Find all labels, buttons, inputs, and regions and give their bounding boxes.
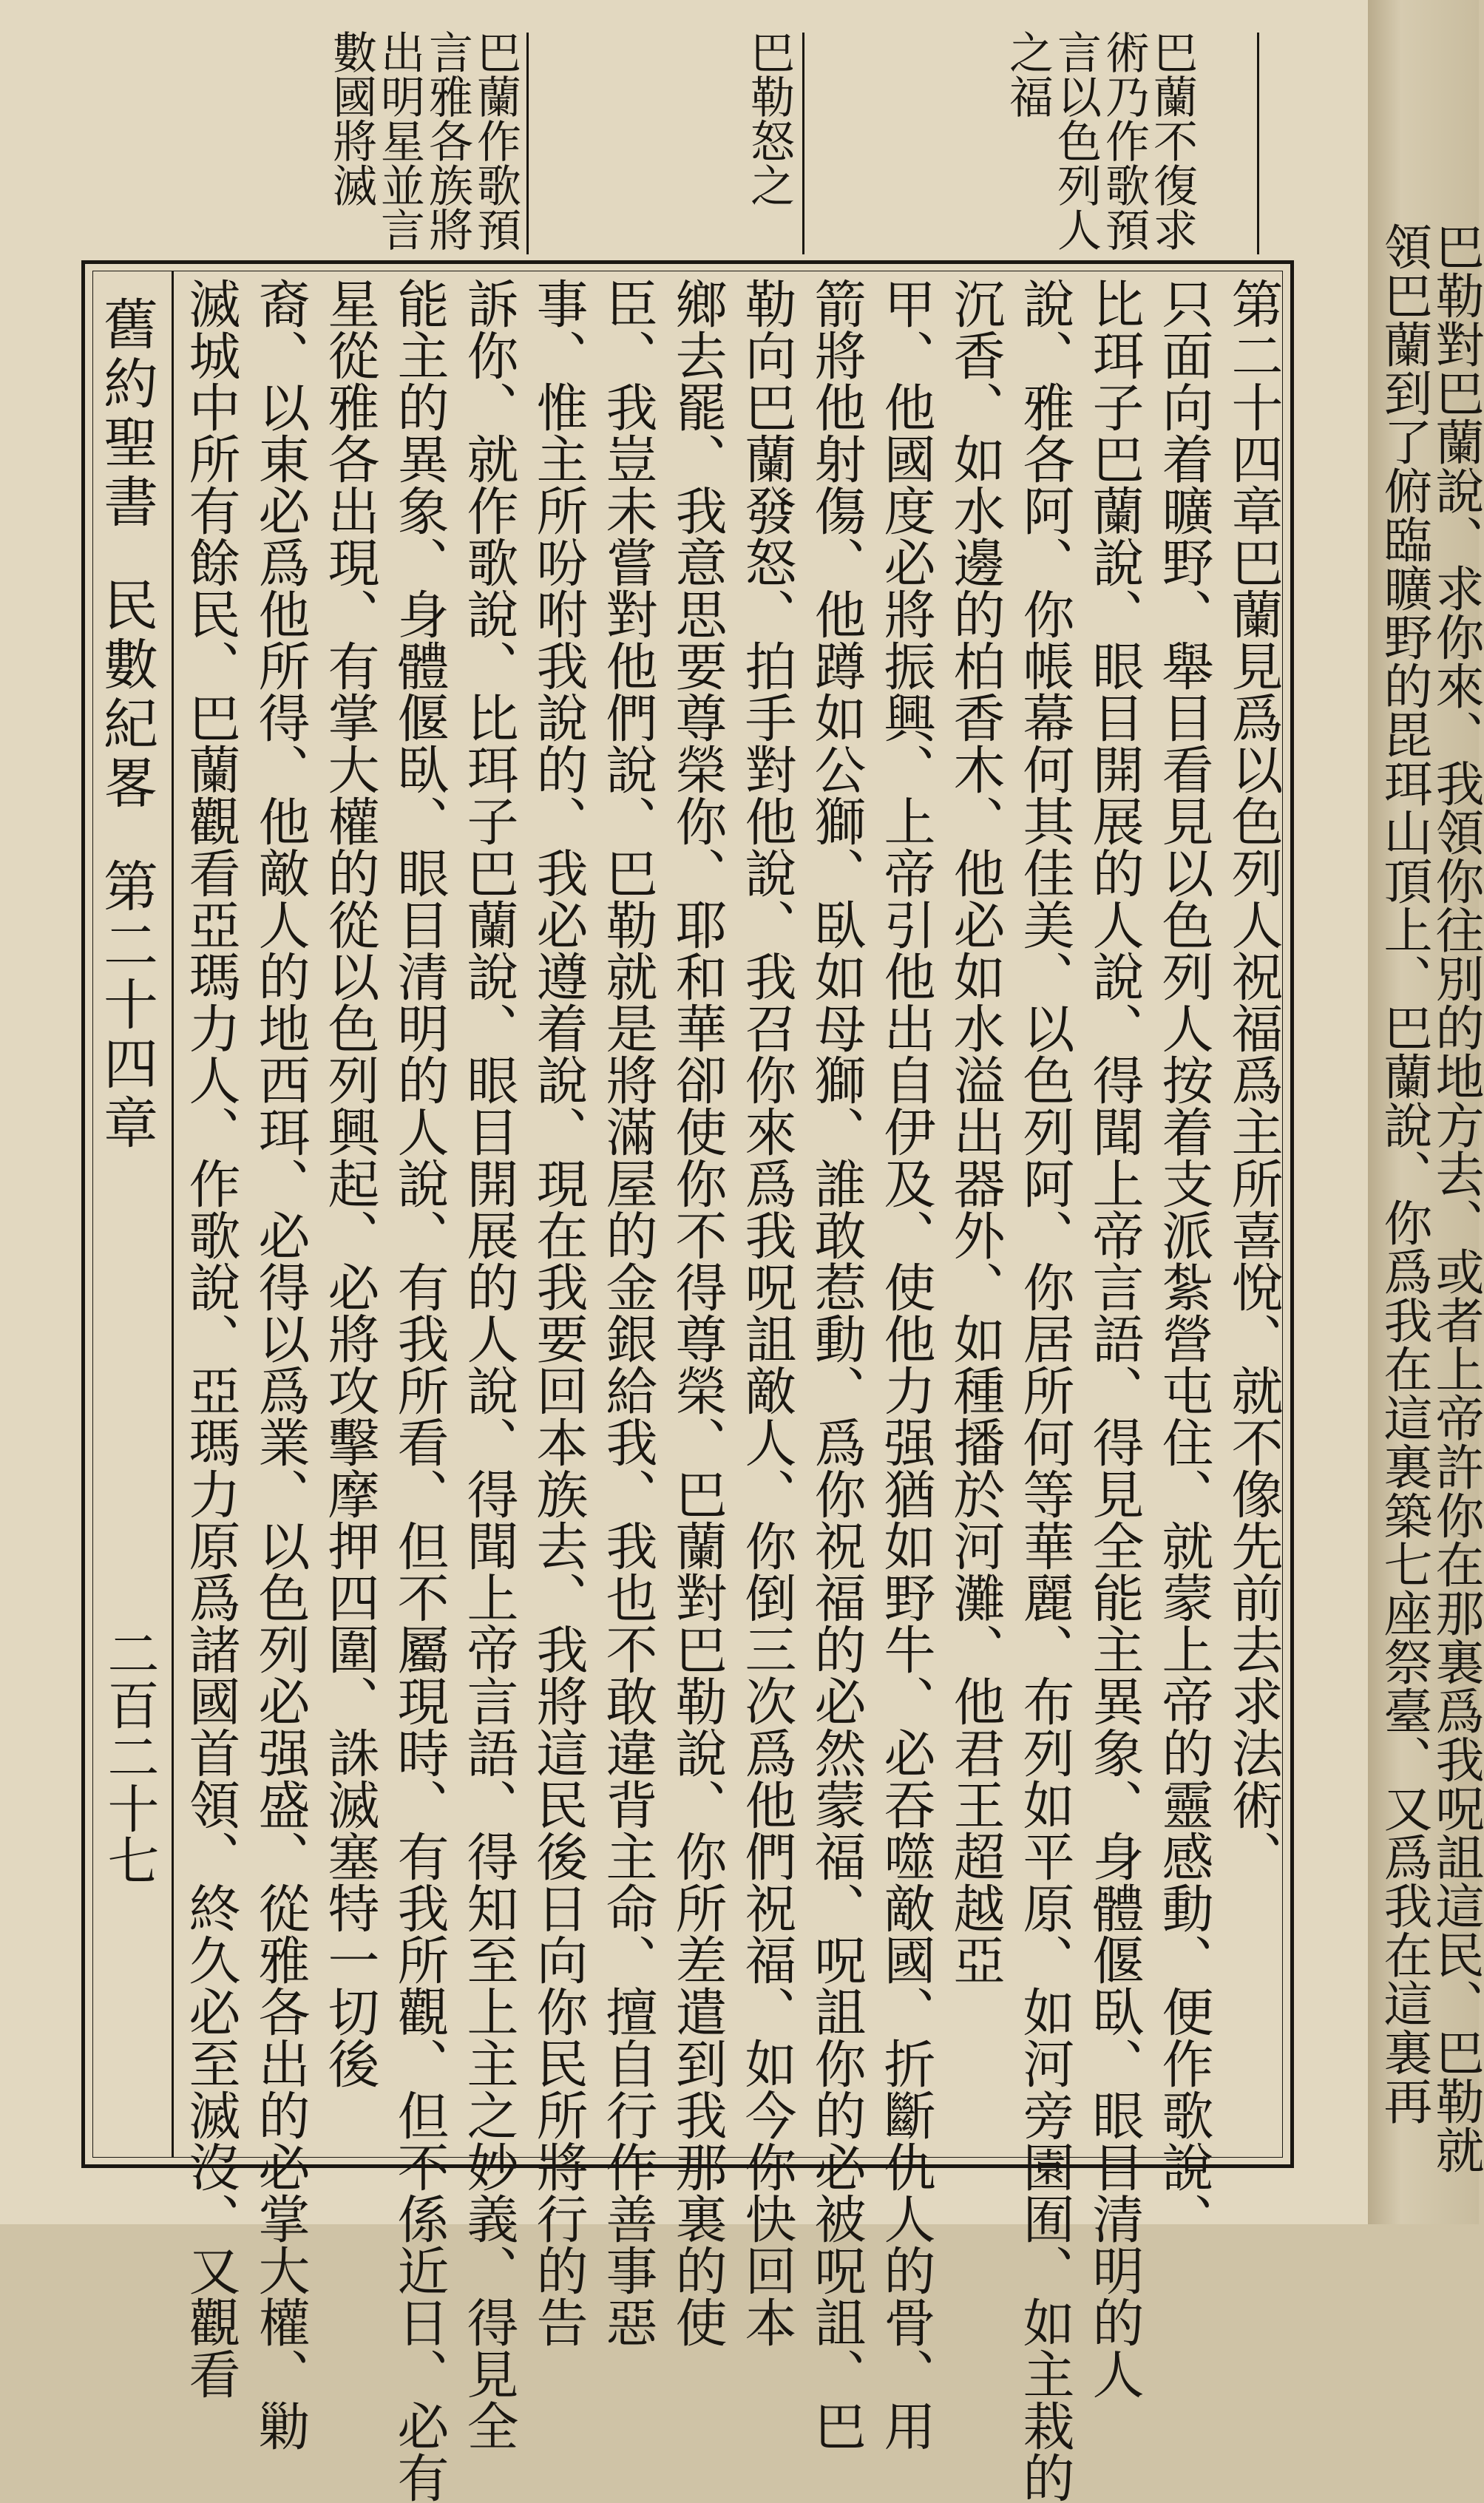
body-column-4: 說、雅各阿、你帳幕何其佳美、以色列阿、你居所何等華麗、布列如平原、如河旁園囿、如主栽的 bbox=[1014, 277, 1075, 2503]
margin-note-3-l4 bbox=[325, 30, 377, 207]
margin-note-2-line-1: 巴勒怒之 bbox=[743, 30, 795, 207]
body-column-13: 能主的異象、身體偃臥、眼目清明的人說、有我所看、但不屬現時、有我所觀、但不係近日、必有 bbox=[389, 277, 450, 2503]
margin-note-3-line-3: 出明星並言 bbox=[373, 30, 425, 251]
body-column-14: 星從雅各出現、有掌大權的從以色列興起、必將攻擊摩押四圍、誅滅塞特一切後 bbox=[319, 277, 380, 2089]
margin-note-1-line-1: 巴蘭不復求 bbox=[1146, 30, 1198, 251]
margin-note-1-l3 bbox=[1050, 30, 1102, 251]
footer-title: 舊約聖書 bbox=[95, 296, 158, 532]
facing-page-column-1: 巴勒對巴蘭說、求你來、我領你往別的地方去、或者上帝許你在那裏爲我呪詛這民、巴勒就 bbox=[1427, 222, 1484, 2174]
margin-note-3-line-1: 巴蘭作歌預 bbox=[470, 30, 521, 251]
margin-note-1-line-2: 術乃作歌預 bbox=[1098, 30, 1150, 251]
margin-note-1-l4 bbox=[1002, 30, 1054, 118]
body-column-10: 臣、我豈未嘗對他們說、巴勒就是將滿屋的金銀給我、我也不敢違背主命、擅自行作善事惡 bbox=[597, 277, 658, 2348]
margin-note-2-rule bbox=[802, 33, 804, 254]
body-column-5: 沉香、如水邊的柏香木、他必如水溢出器外、如種播於河灘、他君王超越亞 bbox=[945, 277, 1006, 1985]
body-column-15: 裔、以東必爲他所得、他敵人的地西珥、必得以爲業、以色列必强盛、從雅各出的必掌大權、勦 bbox=[250, 277, 311, 2451]
footer-divider bbox=[172, 271, 174, 2158]
body-column-2: 只面向着曠野、舉目看見以色列人按着支派紮營屯住、就蒙上帝的靈感動、便作歌說、 bbox=[1153, 277, 1214, 2244]
margin-note-3-line-2: 言雅各族將 bbox=[421, 30, 473, 251]
page-number: 二百二十七 bbox=[99, 1627, 160, 1886]
margin-note-3-line-4: 數國將滅 bbox=[325, 30, 377, 207]
margin-note-3-l1 bbox=[470, 30, 521, 251]
footer-book: 民數紀畧 bbox=[95, 577, 158, 813]
body-column-7: 箭將他射傷、他蹲如公獅、臥如母獅、誰敢惹動、爲你祝福的必然蒙福、呪詛你的必被呪詛、巴 bbox=[806, 277, 867, 2451]
margin-note-1-line-4: 之福 bbox=[1002, 30, 1054, 118]
running-footer bbox=[95, 296, 158, 1154]
margin-note-2 bbox=[743, 30, 795, 207]
margin-note-1-rule bbox=[1257, 33, 1259, 254]
body-column-8: 勒向巴蘭發怒、拍手對他說、我召你來爲我呪詛敵人、你倒三次爲他們祝福、如今你快回本 bbox=[736, 277, 797, 2348]
margin-note-3-l2 bbox=[421, 30, 473, 251]
margin-note-1-l2 bbox=[1098, 30, 1150, 251]
footer-chapter: 第二十四章 bbox=[95, 858, 158, 1154]
body-column-3: 比珥子巴蘭說、眼目開展的人說、得聞上帝言語、得見全能主異象、身體偃臥、眼目清明的人 bbox=[1084, 277, 1145, 2399]
margin-note-1 bbox=[1146, 30, 1198, 251]
margin-note-3-rule bbox=[526, 33, 529, 254]
margin-note-3-l3 bbox=[373, 30, 425, 251]
body-column-9: 鄉去罷、我意思要尊榮你、耶和華卻使你不得尊榮、巴蘭對巴勒說、你所差遣到我那裏的使 bbox=[667, 277, 728, 2348]
body-column-16: 滅城中所有餘民、巴蘭觀看亞瑪力人、作歌說、亞瑪力原爲諸國首領、終久必至滅沒、又觀看 bbox=[180, 277, 241, 2399]
facing-page-column-2: 領巴蘭到了俯臨曠野的毘珥山頂上、巴蘭說、你爲我在這裏築七座祭臺、又爲我在這裏再 bbox=[1375, 222, 1432, 2125]
body-column-11: 事、惟主所吩咐我說的、我必遵着說、現在我要回本族去、我將這民後日向你民所將行的告 bbox=[528, 277, 589, 2348]
body-column-12: 訴你、就作歌說、比珥子巴蘭說、眼目開展的人說、得聞上帝言語、得知至上主之妙義、得見全 bbox=[458, 277, 519, 2451]
margin-note-1-line-3: 言以色列人 bbox=[1050, 30, 1102, 251]
body-column-6: 甲、他國度必將振興、上帝引他出自伊及、使他力强猶如野牛、必吞噬敵國、折斷仇人的骨、用 bbox=[875, 277, 936, 2451]
body-column-1: 第二十四章巴蘭見爲以色列人祝福爲主所喜悅、就不像先前去求法術、 bbox=[1223, 277, 1284, 1882]
